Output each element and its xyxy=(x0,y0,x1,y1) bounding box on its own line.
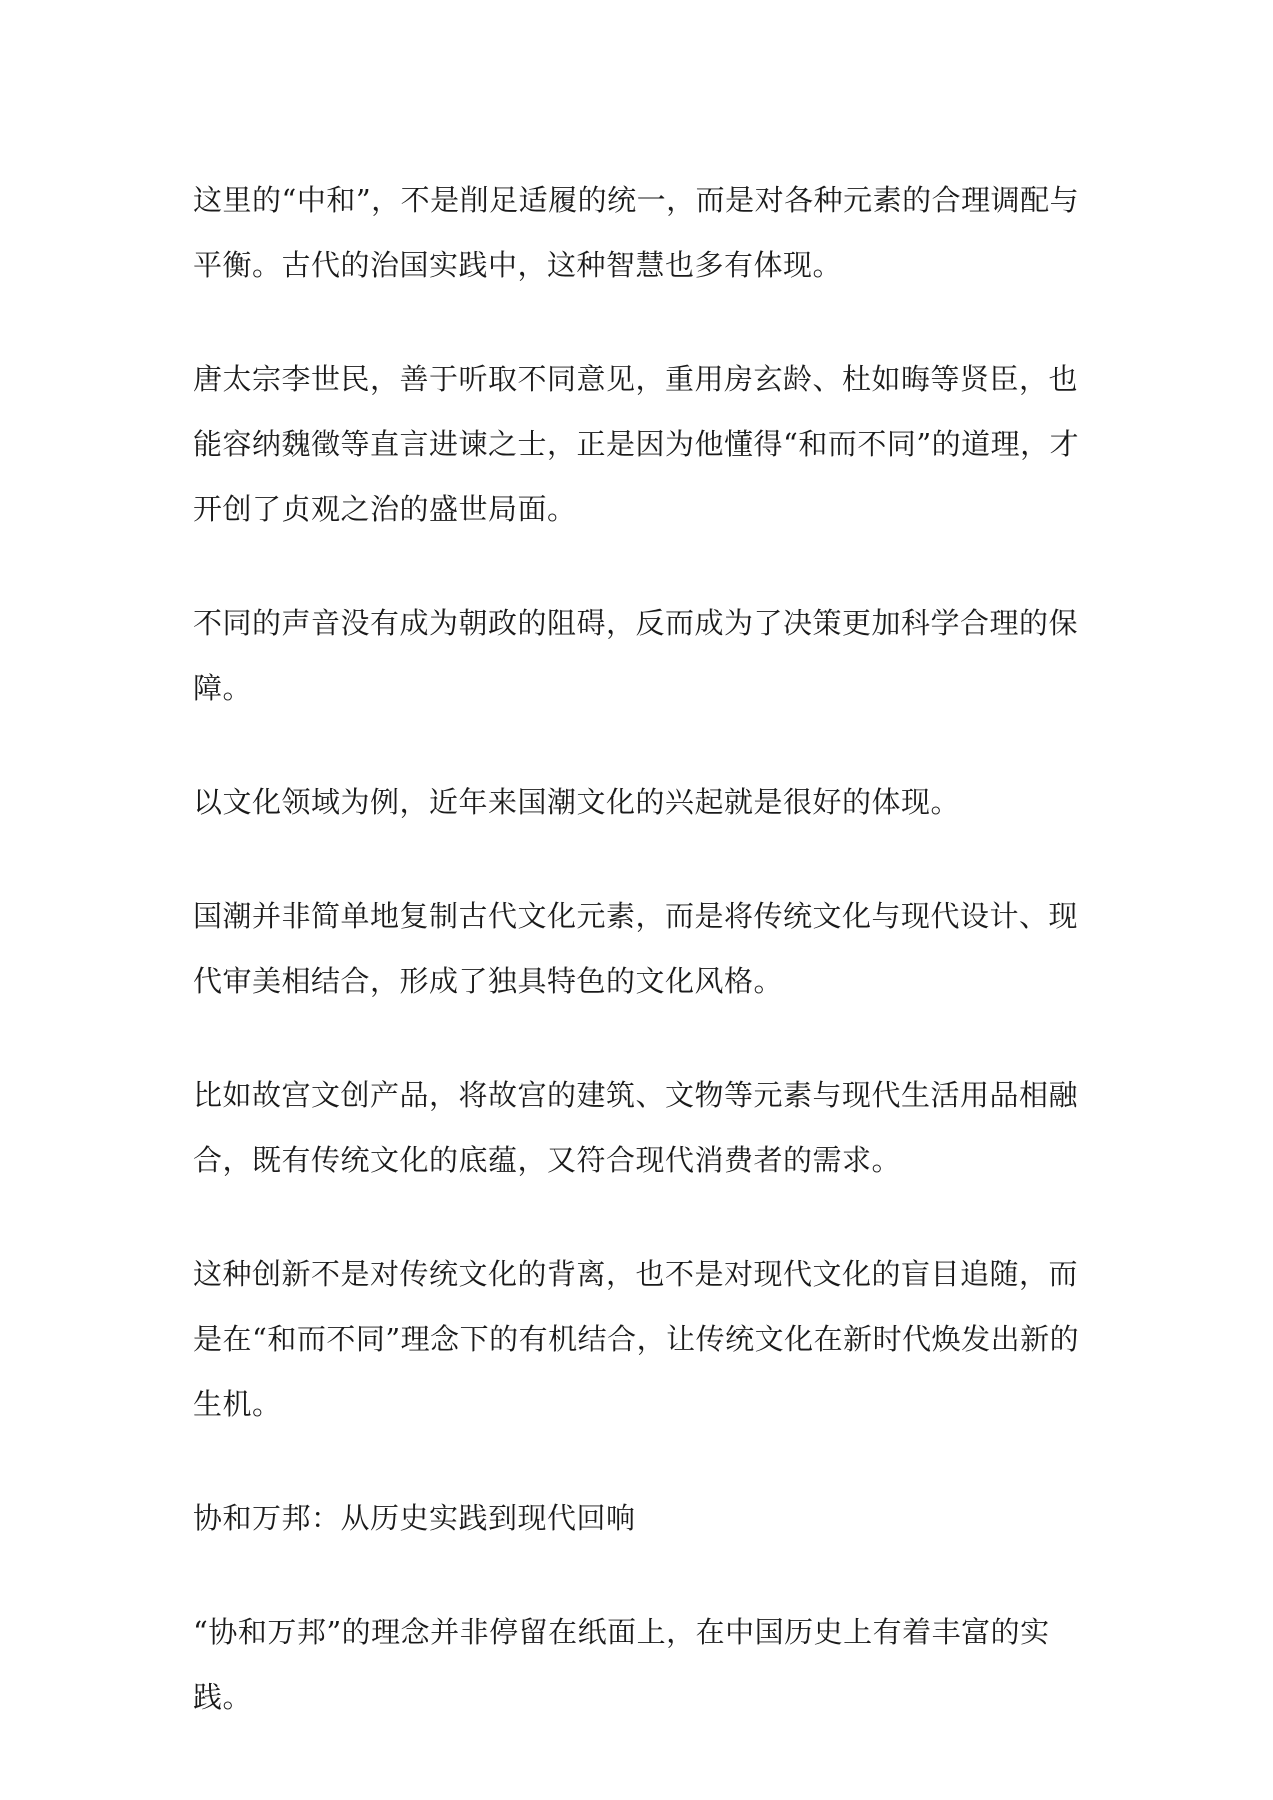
section-heading: 协和万邦：从历史实践到现代回响 xyxy=(193,1501,636,1535)
paragraph-palace-museum: 比如故宫文创产品，将故宫的建筑、文物等元素与现代生活用品相融合，既有传统文化的底蕴，又符合现代消费者的需求。 xyxy=(193,1078,1079,1177)
paragraph-tang-taizong: 唐太宗李世民，善于听取不同意见，重用房玄龄、杜如晦等贤臣，也能容纳魏徵等直言进谏之士，正是因为他懂得“和而不同”的道理，才开创了贞观之治的盛世局面。 xyxy=(193,362,1080,526)
document-body xyxy=(193,168,1093,1730)
paragraph-xiehe-wanbang: “协和万邦”的理念并非停留在纸面上，在中国历史上有着丰富的实践。 xyxy=(193,1615,1050,1714)
paragraph-zhonghe: 这里的“中和”，不是削足适履的统一，而是对各种元素的合理调配与平衡。古代的治国实践中，这种智慧也多有体现。 xyxy=(193,183,1080,282)
paragraph-different-voices: 不同的声音没有成为朝政的阻碍，反而成为了决策更加科学合理的保障。 xyxy=(193,606,1079,705)
paragraph-guochao-intro: 以文化领域为例，近年来国潮文化的兴起就是很好的体现。 xyxy=(193,785,961,819)
paragraph-guochao-style: 国潮并非简单地复制古代文化元素，而是将传统文化与现代设计、现代审美相结合，形成了独具特色的文化风格。 xyxy=(193,899,1079,998)
paragraph-innovation: 这种创新不是对传统文化的背离，也不是对现代文化的盲目追随，而是在“和而不同”理念下的有机结合，让传统文化在新时代焕发出新的生机。 xyxy=(193,1257,1080,1421)
